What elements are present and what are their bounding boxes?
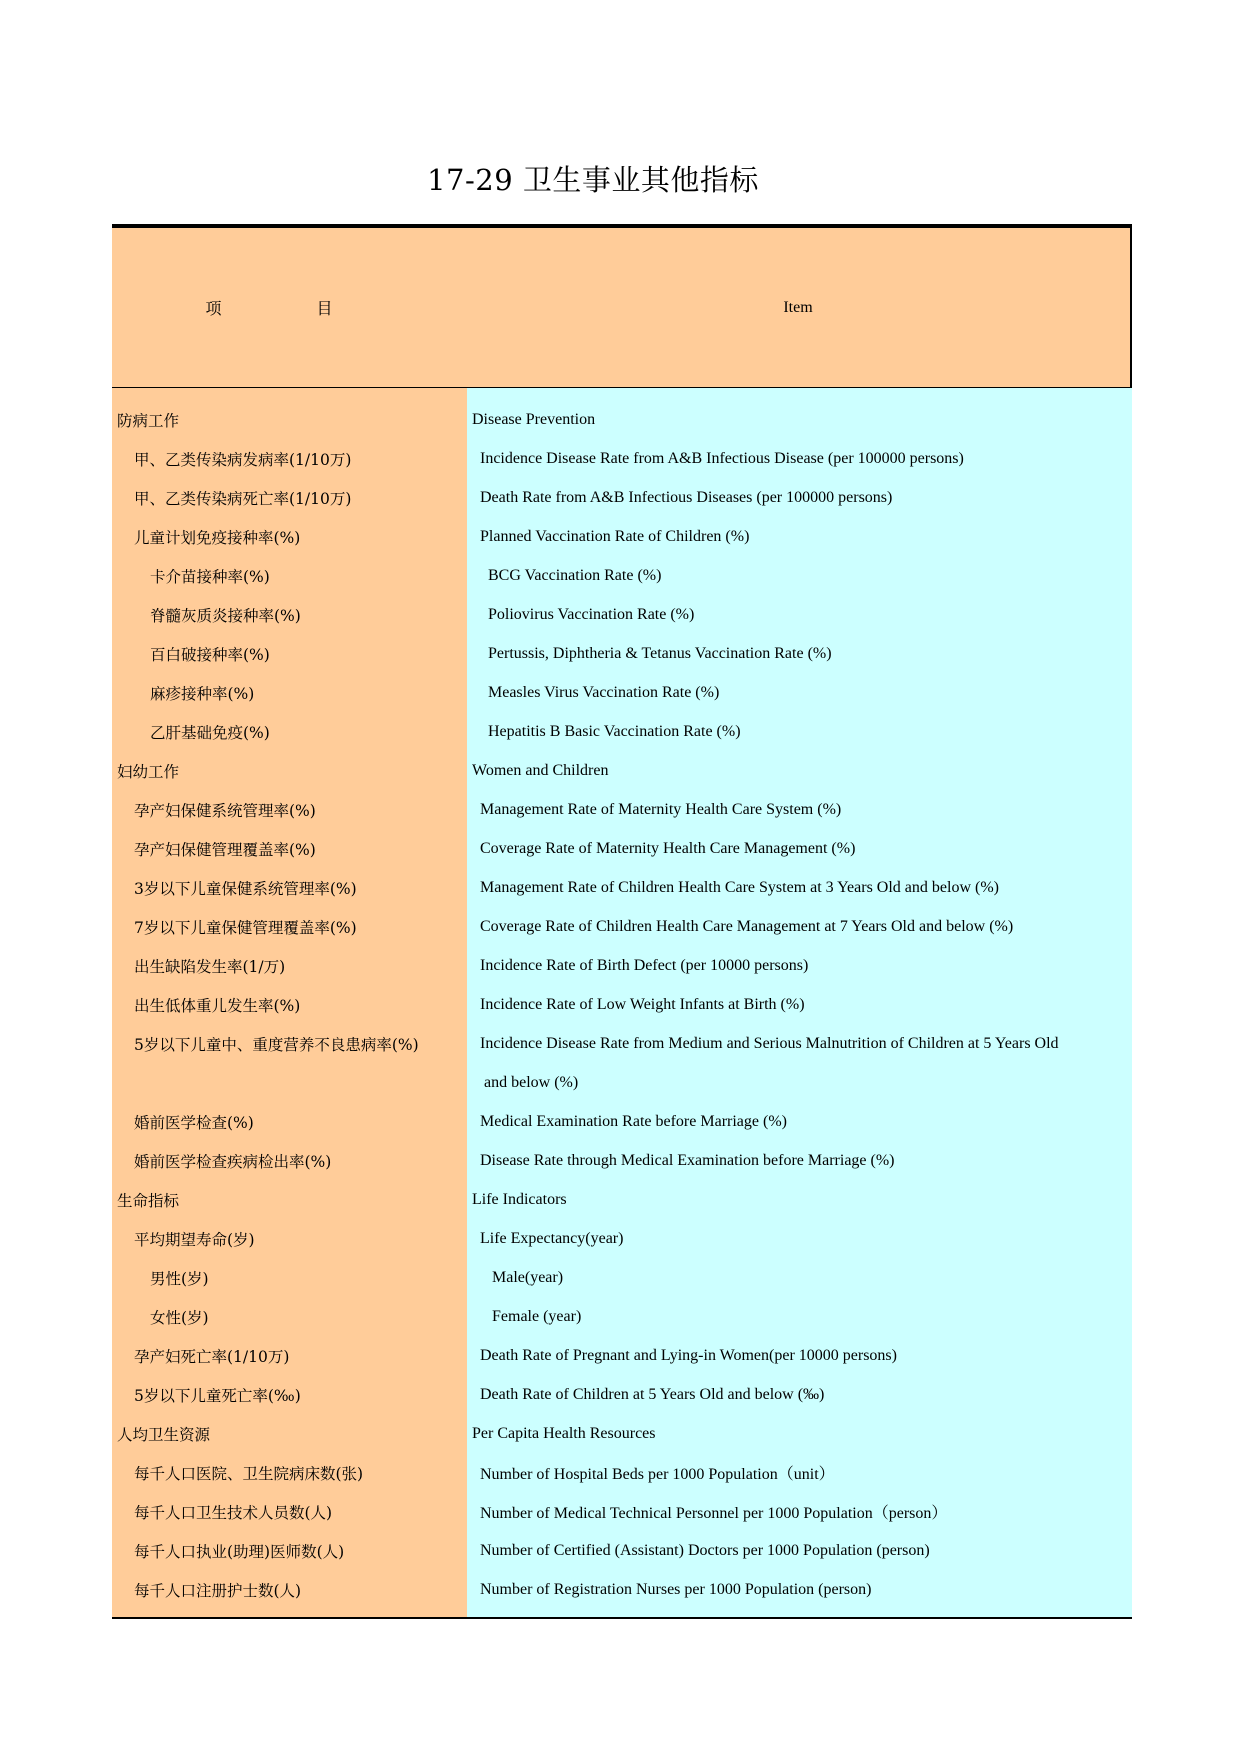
page-title: 17-29 卫生事业其他指标	[427, 163, 759, 197]
row-label-cn: 妇幼工作	[117, 762, 180, 781]
row-label-en: Pertussis, Diphtheria & Tetanus Vaccination Rate (%)	[488, 644, 832, 662]
row-label-cn: 麻疹接种率(%)	[150, 684, 255, 703]
row-label-cn: 乙肝基础免疫(%)	[150, 723, 270, 742]
row-label-cn: 生命指标	[117, 1191, 180, 1210]
row-label-en: Women and Children	[472, 761, 609, 779]
row-label-en: Management Rate of Children Health Care System at 3 Years Old and below (%)	[480, 878, 999, 896]
table-body	[112, 388, 1132, 1617]
row-label-en: Disease Rate through Medical Examination before Marriage (%)	[480, 1151, 895, 1169]
row-label-cn: 儿童计划免疫接种率(%)	[134, 528, 301, 547]
row-label-en: Hepatitis B Basic Vaccination Rate (%)	[488, 722, 741, 740]
row-label-en: Number of Certified (Assistant) Doctors per 1000 Population (person)	[480, 1541, 930, 1559]
row-label-en: Death Rate from A&B Infectious Diseases (per 100000 persons)	[480, 488, 893, 506]
row-label-cn: 3岁以下儿童保健系统管理率(%)	[134, 879, 357, 898]
row-label-en: Management Rate of Maternity Health Care System (%)	[480, 800, 842, 818]
row-label-en: Coverage Rate of Children Health Care Management at 7 Years Old and below (%)	[480, 917, 1014, 935]
row-label-cn	[112, 1063, 467, 1102]
header-item-cn: 项 目	[205, 299, 333, 318]
row-label-cn: 孕产妇死亡率(1/10万)	[134, 1347, 290, 1366]
row-label-en: Disease Prevention	[472, 410, 596, 428]
row-label-cn: 男性(岁)	[150, 1269, 209, 1288]
row-label-en: Incidence Disease Rate from A&B Infectious Disease (per 100000 persons)	[480, 449, 964, 467]
row-label-en: Female (year)	[492, 1307, 582, 1325]
row-label-cn: 女性(岁)	[150, 1308, 209, 1327]
row-label-en: Coverage Rate of Maternity Health Care Management (%)	[480, 839, 856, 857]
header-item-en: Item	[783, 298, 813, 316]
row-label-cn: 出生缺陷发生率(1/万)	[134, 957, 286, 976]
row-label-cn: 每千人口执业(助理)医师数(人)	[134, 1542, 345, 1561]
row-label-cn: 婚前医学检查疾病检出率(%)	[134, 1152, 332, 1171]
row-label-cn: 7岁以下儿童保健管理覆盖率(%)	[134, 918, 357, 937]
row-label-en: Medical Examination Rate before Marriage (%)	[480, 1112, 787, 1130]
table-header	[112, 228, 1132, 388]
indicator-table	[112, 224, 1132, 1619]
row-label-en: Per Capita Health Resources	[472, 1424, 656, 1442]
row-label-cn: 百白破接种率(%)	[150, 645, 270, 664]
row-label-en: Life Indicators	[472, 1190, 567, 1208]
row-label-en: Number of Hospital Beds per 1000 Population（unit）	[480, 1466, 835, 1483]
row-label-cn: 卡介苗接种率(%)	[150, 567, 270, 586]
row-label-en: Incidence Disease Rate from Medium and Serious Malnutrition of Children at 5 Years Old	[480, 1034, 1059, 1052]
row-label-cn: 婚前医学检查(%)	[134, 1113, 254, 1132]
row-label-en: Planned Vaccination Rate of Children (%)	[480, 527, 750, 545]
row-label-cn: 人均卫生资源	[117, 1425, 211, 1444]
row-label-en: Poliovirus Vaccination Rate (%)	[488, 605, 695, 623]
row-label-en: Number of Registration Nurses per 1000 Population (person)	[480, 1580, 872, 1598]
row-label-cn: 出生低体重儿发生率(%)	[134, 996, 301, 1015]
bottom-rule	[112, 1617, 1132, 1619]
row-label-en: Death Rate of Children at 5 Years Old and below (‰)	[480, 1385, 825, 1403]
row-label-en: Male(year)	[492, 1268, 564, 1286]
row-label-cn: 5岁以下儿童死亡率(‰)	[134, 1386, 301, 1405]
row-label-en: and below (%)	[484, 1073, 579, 1091]
row-label-en: Number of Medical Technical Personnel per 1000 Population（person）	[480, 1505, 948, 1522]
english-column	[467, 388, 1132, 1617]
row-label-cn: 甲、乙类传染病发病率(1/10万)	[134, 450, 352, 469]
chinese-column	[112, 388, 467, 1617]
row-label-cn: 孕产妇保健系统管理率(%)	[134, 801, 316, 820]
row-label-en: Life Expectancy(year)	[480, 1229, 624, 1247]
row-label-cn: 孕产妇保健管理覆盖率(%)	[134, 840, 316, 859]
row-label-cn: 每千人口卫生技术人员数(人)	[134, 1503, 333, 1522]
row-label-cn: 脊髓灰质炎接种率(%)	[150, 606, 301, 625]
row-label-en: BCG Vaccination Rate (%)	[488, 566, 662, 584]
row-label-cn: 每千人口医院、卫生院病床数(张)	[134, 1464, 364, 1483]
row-label-cn: 5岁以下儿童中、重度营养不良患病率(%)	[134, 1035, 419, 1054]
row-label-cn: 每千人口注册护士数(人)	[134, 1581, 302, 1600]
row-label-en: Incidence Rate of Low Weight Infants at Birth (%)	[480, 995, 805, 1013]
row-label-en: Incidence Rate of Birth Defect (per 10000 persons)	[480, 956, 809, 974]
row-label-cn: 甲、乙类传染病死亡率(1/10万)	[134, 489, 352, 508]
row-label-cn: 平均期望寿命(岁)	[134, 1230, 255, 1249]
row-label-en: Measles Virus Vaccination Rate (%)	[488, 683, 720, 701]
row-label-en: Death Rate of Pregnant and Lying-in Women(per 10000 persons)	[480, 1346, 897, 1364]
row-label-cn: 防病工作	[117, 411, 180, 430]
